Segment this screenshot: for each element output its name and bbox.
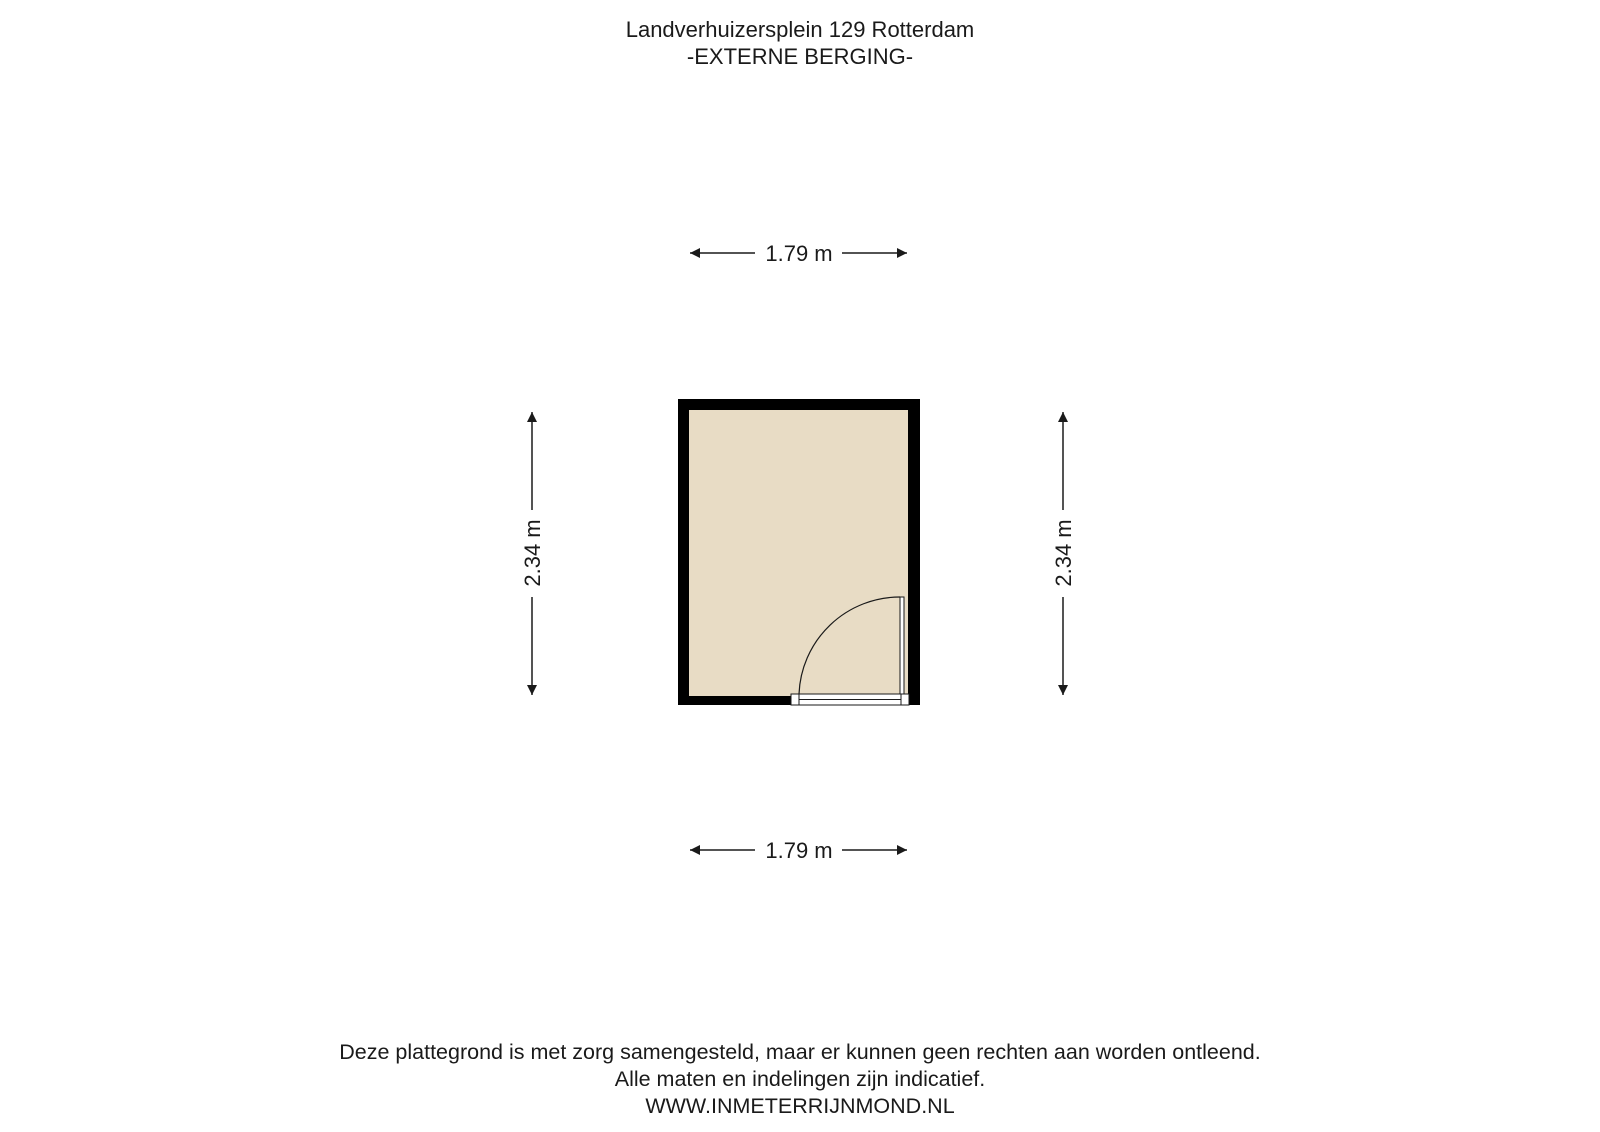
storage-room (678, 399, 920, 705)
address-title: Landverhuizersplein 129 Rotterdam (625, 17, 975, 42)
footer (0, 1039, 1600, 1120)
right-height-dimension (1051, 412, 1076, 695)
right-height-label: 2.34 m (1051, 519, 1076, 587)
room-floor (689, 410, 908, 696)
indicative-line: Alle maten en indelingen zijn indicatief. (614, 1067, 986, 1091)
website-line: WWW.INMETERRIJNMOND.NL (645, 1094, 955, 1118)
bottom-width-label: 1.79 m (765, 838, 833, 863)
room-subtitle: -EXTERNE BERGING- (686, 44, 914, 69)
bottom-width-dimension (690, 838, 907, 863)
left-height-dimension (520, 412, 545, 695)
top-width-dimension (690, 241, 907, 266)
door-jamb-left (791, 694, 799, 705)
left-height-label: 2.34 m (520, 519, 545, 587)
door-leaf (900, 597, 904, 694)
top-width-label: 1.79 m (765, 241, 833, 266)
disclaimer-line: Deze plattegrond is met zorg samengesteld, maar er kunnen geen rechten aan worden ontleend. (339, 1040, 1261, 1064)
door-jamb-right (901, 694, 909, 705)
